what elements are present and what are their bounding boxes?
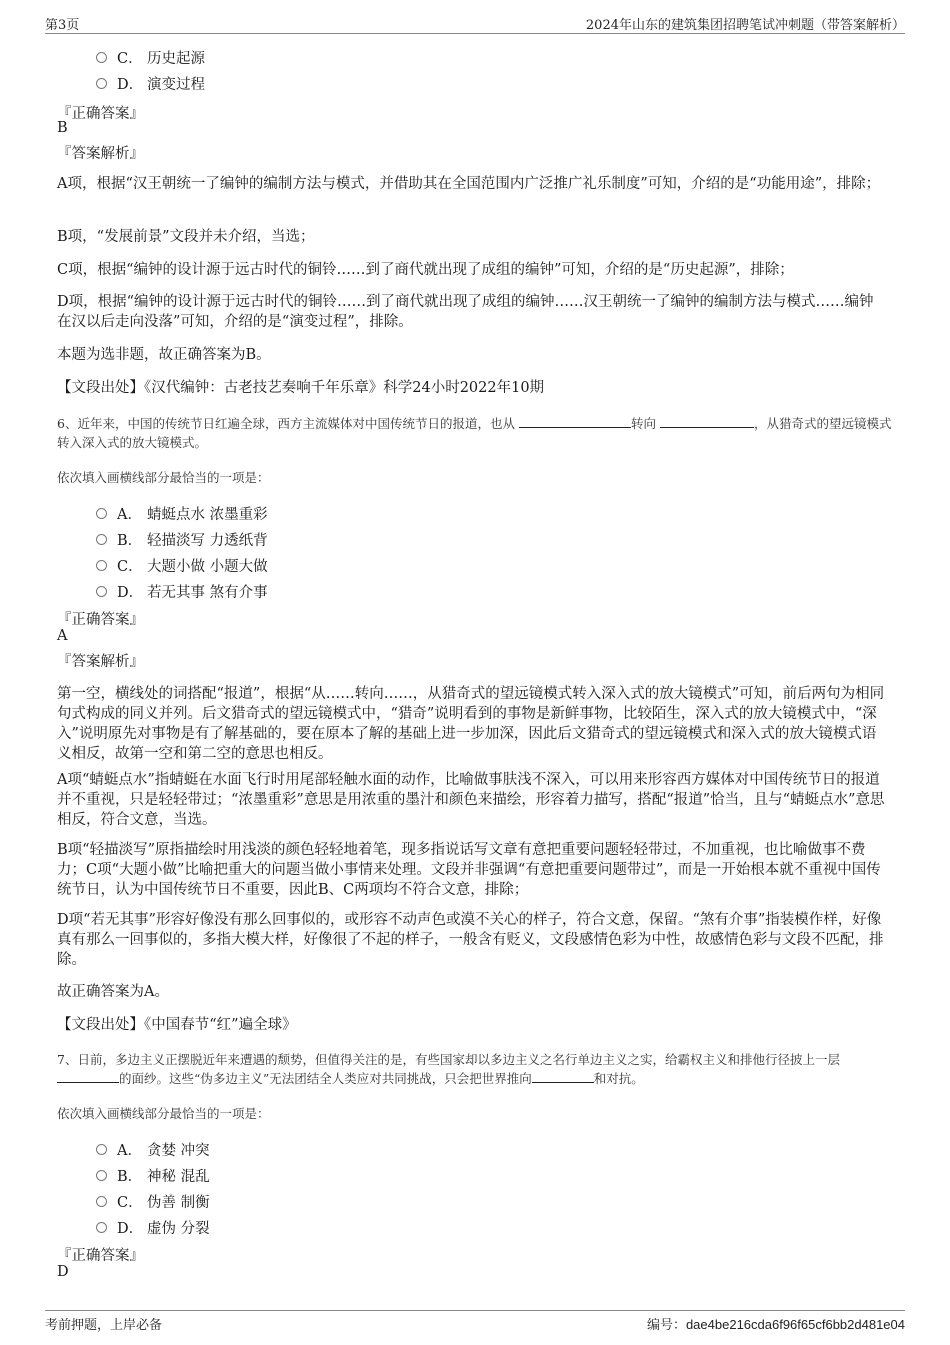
q7-answer: D [57, 1264, 69, 1280]
q5-analysis-d: D项，根据“编钟的设计源于远古时代的铜铃……到了商代就出现了成组的编钟……汉王朝统一了编钟的编制方法与模式……编钟在汉以后走向没落”可知，介绍的是“演变过程”，排除。 [57, 294, 874, 330]
q7-prompt: 依次填入画横线部分最恰当的一项是： [57, 1106, 270, 1121]
q6-blank-1 [519, 415, 631, 428]
radio-icon[interactable] [96, 1196, 107, 1207]
q6-analysis-p4: D项“若无其事”形容好像没有那么回事似的，或形容不动声色或漠不关心的样子，符合文意，保留。“煞有介事”指装模作样，好像真有那么一回事似的，多指大模大样，好像很了不起的样子，一般含有贬义，文段感情色彩为中性，故感情色彩与文段不匹配，排除。 [57, 912, 884, 968]
q6-answer-label: 『正确答案』 [57, 612, 144, 628]
q6-answer: A [57, 628, 68, 644]
radio-icon[interactable] [96, 560, 107, 571]
q5-answer-label: 『正确答案』 [57, 106, 144, 122]
q7-blank-2 [532, 1070, 594, 1083]
radio-icon[interactable] [96, 1222, 107, 1233]
radio-icon[interactable] [96, 1170, 107, 1181]
q6-analysis-p1: 第一空，横线处的词搭配“报道”，根据“从……转向……，从猎奇式的望远镜模式转入深入式的放大镜模式”可知，前后两句为相同句式构成的同义并列。后文猎奇式的望远镜模式中，“猎奇”说明看到的事物是新鲜事物，比较陌生，深入式的放大镜模式中，“深入”说明原先对事物是有了解基础的，要在原本了解的基础上进一步加深，因此后文猎奇式的望远镜模式和深入式的放大镜模式语义相反，故第一空和第二空的意思也相反。 [57, 686, 885, 762]
q6-conclusion: 故正确答案为A。 [57, 984, 169, 1000]
q6-analysis-label: 『答案解析』 [57, 654, 144, 670]
document-title: 2024年山东的建筑集团招聘笔试冲刺题（带答案解析） [585, 18, 905, 33]
q7-stem: 7、日前，多边主义正摆脱近年来遭遇的颓势，但值得关注的是，有些国家却以多边主义之名行单边主义之实，给霸权主义和排他行径披上一层的面纱。这些“伪多边主义”无法团结全人类应对共同挑战，只会把世界推向 和对抗。 [57, 1052, 840, 1086]
q5-analysis-b: B项，“发展前景”文段并未介绍，当选； [57, 229, 315, 245]
q5-answer: B [57, 120, 68, 136]
q6-option-a[interactable]: A． 蜻蜓点水 浓墨重彩 [96, 503, 268, 524]
q6-option-b[interactable]: B． 轻描淡写 力透纸背 [96, 529, 268, 550]
q5-option-d[interactable]: D． 演变过程 [96, 73, 205, 94]
q6-option-d[interactable]: D． 若无其事 煞有介事 [96, 581, 268, 602]
radio-icon[interactable] [96, 586, 107, 597]
page-number: 第3页 [45, 18, 80, 33]
q6-source: 【文段出处】《中国春节“红”遍全球》 [57, 1017, 297, 1033]
q6-stem: 6、近年来，中国的传统节日红遍全球，西方主流媒体对中国传统节日的报道，也从 转向 ，从猎奇式的望远镜模式转入深入式的放大镜模式。 [57, 416, 892, 450]
q7-option-b[interactable]: B． 神秘 混乱 [96, 1165, 210, 1186]
q7-answer-label: 『正确答案』 [57, 1248, 144, 1264]
header-divider [45, 33, 905, 34]
q7-option-a[interactable]: A． 贪婪 冲突 [96, 1139, 210, 1160]
radio-icon[interactable] [96, 508, 107, 519]
footer-divider [45, 1310, 905, 1311]
q7-option-d[interactable]: D． 虚伪 分裂 [96, 1217, 210, 1238]
q5-source: 【文段出处】《汉代编钟：古老技艺奏响千年乐章》科学24小时2022年10期 [57, 380, 545, 396]
q6-analysis-p3: B项“轻描淡写”原指描绘时用浅淡的颜色轻轻地着笔，现多指说话写文章有意把重要问题轻轻带过，不加重视，也比喻做事不费力；C项“大题小做”比喻把重大的问题当做小事情来处理。文段并非强调“有意把重要问题带过”，而是一开始根本就不重视中国传统节日，认为中国传统节日不重要，因此B、C两项均不符合文意，排除； [57, 842, 881, 898]
radio-icon[interactable] [96, 52, 107, 63]
q6-analysis-p2: A项“蜻蜓点水”指蜻蜓在水面飞行时用尾部轻触水面的动作，比喻做事肤浅不深入，可以用来形容西方媒体对中国传统节日的报道并不重视，只是轻轻带过；“浓墨重彩”意思是用浓重的墨汁和颜色来描绘，形容着力描写，搭配“报道”恰当，且与“蜻蜓点水”意思相反，符合文意，当选。 [57, 772, 885, 828]
q7-blank-1 [57, 1070, 119, 1083]
radio-icon[interactable] [96, 534, 107, 545]
q7-option-c[interactable]: C． 伪善 制衡 [96, 1191, 210, 1212]
footer-slogan: 考前押题，上岸必备 [45, 1318, 163, 1333]
q5-conclusion: 本题为选非题，故正确答案为B。 [57, 347, 271, 363]
q6-prompt: 依次填入画横线部分最恰当的一项是： [57, 470, 270, 485]
radio-icon[interactable] [96, 1144, 107, 1155]
q5-analysis-label: 『答案解析』 [57, 146, 144, 162]
q6-blank-2 [660, 415, 754, 428]
q5-analysis-a: A项，根据“汉王朝统一了编钟的编制方法与模式，并借助其在全国范围内广泛推广礼乐制度”可知，介绍的是“功能用途”，排除； [57, 176, 881, 192]
q5-option-c[interactable]: C． 历史起源 [96, 47, 205, 68]
q5-analysis-c: C项，根据“编钟的设计源于远古时代的铜铃……到了商代就出现了成组的编钟”可知，介绍的是“历史起源”，排除； [57, 262, 794, 278]
q6-option-c[interactable]: C． 大题小做 小题大做 [96, 555, 268, 576]
footer-code: 编号：dae4be216cda6f96f65cf6bb2d481e04 [646, 1317, 905, 1333]
radio-icon[interactable] [96, 78, 107, 89]
